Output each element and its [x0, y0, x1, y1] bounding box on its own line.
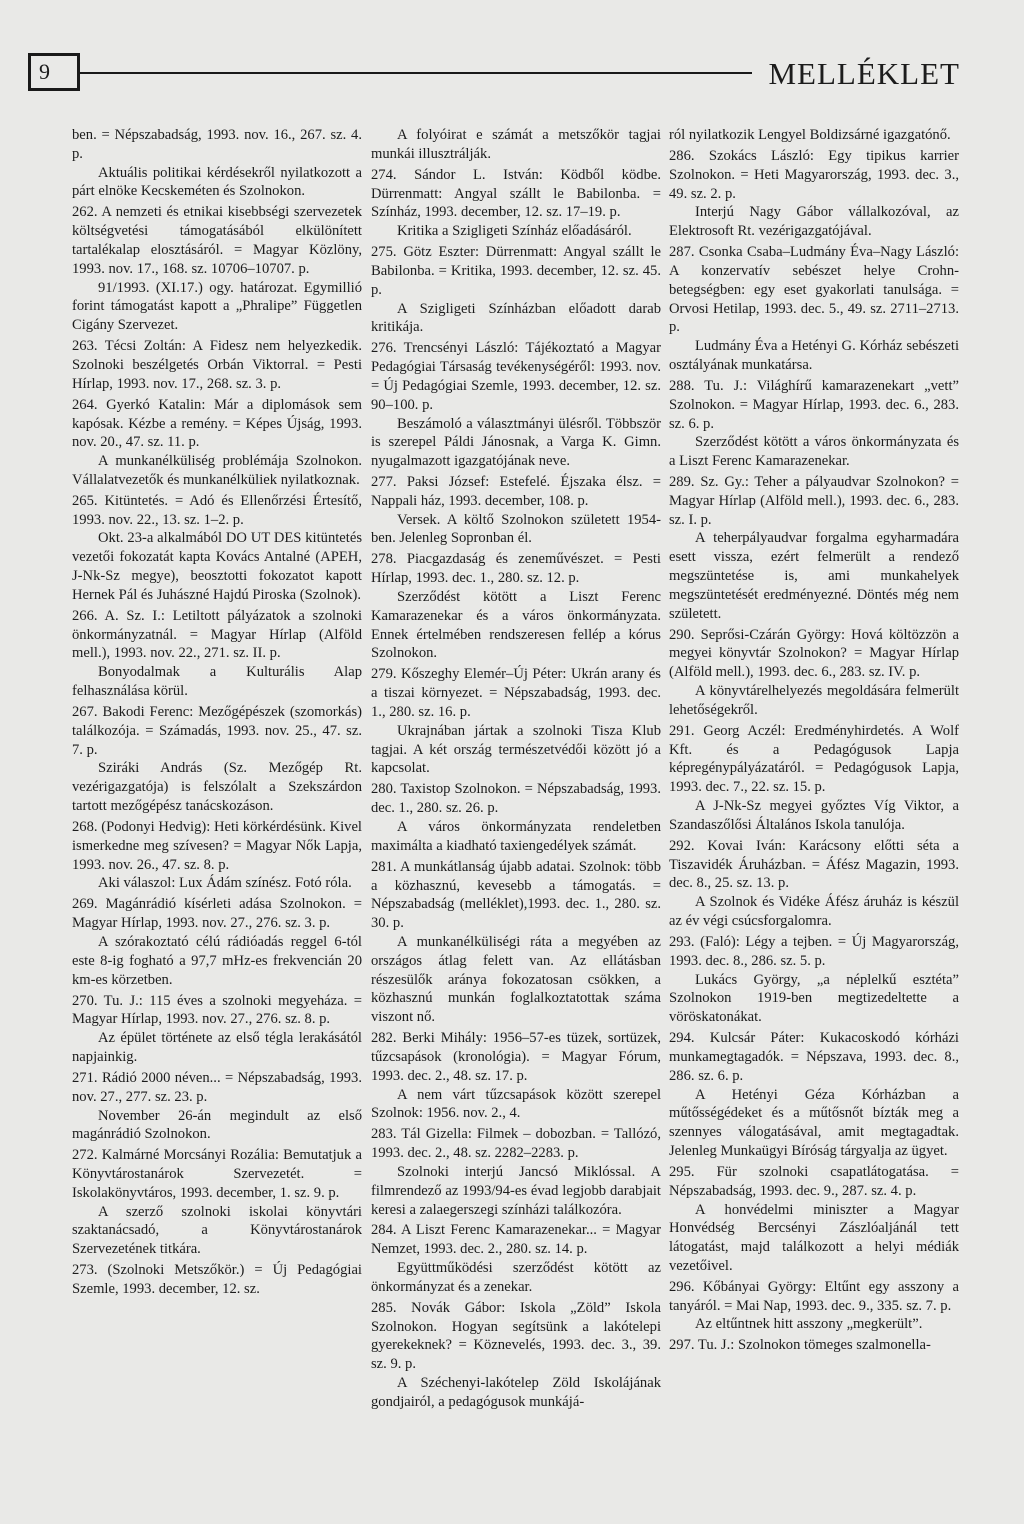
entry-annotation: A Szigligeti Színházban előadott darab kritikája.: [371, 300, 661, 336]
entry-annotation: Ludmány Éva a Hetényi G. Kórház sebészeti osztályának munkatársa.: [669, 338, 959, 373]
entry-annotation: A nem várt tűzcsapások között szerepel Szolnok: 1956. nov. 2., 4.: [371, 1086, 661, 1122]
entry-reference: 294. Kulcsár Páter: Kukacoskodó kórházi munkamegtagadók. = Népszava, 1993. dec. 8., 286. sz. 6. p.: [669, 1030, 959, 1084]
entry-annotation: A teherpályaudvar forgalma egyharmadára esett vissza, ezért felmerült a rendező megszüntetése is, ami munkahelyek megszüntetését eredményezné. Döntés még nem született.: [669, 530, 959, 622]
entry-reference: 296. Kőbányai György: Eltűnt egy asszony a tanyáról. = Mai Nap, 1993. dec. 9., 335. sz. 7. p.: [669, 1278, 959, 1314]
bibliography-entry: [669, 626, 959, 720]
bibliography-entry: [72, 703, 362, 816]
entry-annotation: A J-Nk-Sz megyei győztes Víg Viktor, a Szandaszőlősi Általános Iskola tanulója.: [669, 798, 959, 833]
entry-reference: 263. Técsi Zoltán: A Fidesz nem helyezkedik. Szolnoki beszélgetés Orbán Viktorral. = Pesti Hírlap, 1993. nov. 17., 268. sz. 3. p.: [72, 338, 362, 392]
entry-reference: 264. Gyerkó Katalin: Már a diplomások sem kapósak. Kézbe a remény. = Képes Újság, 1993. nov. 20., 47. sz. 11. p.: [72, 396, 362, 451]
entry-annotation: Szolnoki interjú Jancsó Miklóssal. A filmrendező az 1993/94-es évad legjobb darabjait keresi a zalaegerszegi színházi találkozóra.: [371, 1163, 661, 1218]
entry-annotation: Okt. 23-a alkalmából DO UT DES kitüntetés vezetői fokozatát kapta Kovács Antalné (APEH, J-Nk-Sz megye), beosztotti fokozatot kapott Hernek Pál és Juhászné Hajdú Piroska (Szolnok).: [72, 530, 362, 603]
bibliography-entry: [669, 126, 959, 145]
bibliography-entry: [669, 933, 959, 1027]
entry-annotation: Az eltűntnek hitt asszony „megkerült”.: [695, 1316, 923, 1333]
bibliography-entry: [371, 858, 661, 1027]
entry-reference: 285. Novák Gábor: Iskola „Zöld” Iskola Szolnokon. Hogyan segítsünk a lakótelepi gyerekeknek? = Köznevelés, 1993. dec. 3., 39. sz. 9. p.: [371, 1299, 661, 1373]
entry-reference: 281. A munkátlanság újabb adatai. Szolnok: több a közhasznú, kevesebb a támogatás. = Népszabadság (melléklet),1993. dec. 1., 280. sz. 30. p.: [371, 858, 661, 932]
entry-annotation: A folyóirat e számát a metszőkör tagjai munkái illusztrálják.: [371, 127, 661, 162]
bibliography-entry: [371, 1299, 661, 1412]
entry-reference: 292. Kovai Iván: Karácsony előtti séta a Tiszavidék Áruházban. = Áfész Magazin, 1993. dec. 8., 25. sz. 13. p.: [669, 837, 959, 892]
entry-annotation: 91/1993. (XI.17.) ogy. határozat. Egymillió forint támogatást kapott a „Phralipe” Független Cigány Szervezet.: [72, 279, 362, 334]
entry-reference: 283. Tál Gizella: Filmek – dobozban. = Tallózó, 1993. dec. 2., 48. sz. 2282–2283. p.: [371, 1126, 661, 1162]
entry-reference: 282. Berki Mihály: 1956–57-es tüzek, sortüzek, tűzcsapások (kronológia). = Magyar Fórum, 1993. dec. 2., 48. sz. 17. p.: [371, 1030, 661, 1084]
bibliography-entry: [371, 339, 661, 471]
entry-reference: 271. Rádió 2000 néven... = Népszabadság, 1993. nov. 27., 277. sz. 23. p.: [72, 1069, 362, 1105]
entry-reference: 276. Trencsényi László: Tájékoztató a Magyar Pedagógiai Társaság tevékenységéről: 1993. nov. = Új Pedagógiai Szemle, 1993. december, 12. sz. 90–100. p.: [371, 340, 661, 413]
entry-reference: 262. A nemzeti és etnikai kisebbségi szervezetek költségvetési támogatásából elkülönített tartalékalap elosztásáról. = Magyar Közlöny, 1993. nov. 17., 168. sz. 10706–10707. p.: [72, 204, 362, 277]
bibliography-entry: [371, 780, 661, 855]
entry-annotation: A szórakoztató célú rádióadás reggel 6-tól este 8-ig fogható a 97,7 mHz-es frekvencián 20 km-es körzetben.: [72, 933, 362, 988]
bibliography-entry: [72, 337, 362, 393]
header-rule: [80, 72, 752, 74]
entry-annotation: A honvédelmi miniszter a Magyar Honvédség Bercsényi Zászlóaljánál tett látogatást, majd találkozott a helyi médiák vezetőivel.: [669, 1201, 959, 1274]
bibliography-entry: [371, 665, 661, 778]
entry-annotation: A Szolnok és Vidéke Áfész áruház is készül az év végi csúcsforgalomra.: [669, 894, 959, 929]
entry-reference: 287. Csonka Csaba–Ludmány Éva–Nagy László: A konzervatív sebészet helye Crohn-betegségben: egy eset gyakorlati tanulsága. = Orvosi Hetilap, 1993. dec. 5., 49. sz. 2711–2713. p.: [669, 244, 959, 336]
bibliography-entry: [371, 1221, 661, 1296]
entry-reference: 265. Kitüntetés. = Adó és Ellenőrzési Értesítő, 1993. nov. 22., 13. sz. 1–2. p.: [72, 492, 362, 528]
bibliography-entry: [371, 126, 661, 164]
entry-annotation: A munkanélküliség problémája Szolnokon. Vállalatvezetők és munkanélküliek nyilatkoznak.: [72, 453, 362, 488]
entry-reference: 275. Götz Eszter: Dürrenmatt: Angyal szállt le Babilonba. = Kritika, 1993. december, 12. sz. 45. p.: [371, 244, 661, 298]
entry-annotation: Az épület története az első tégla lerakásától napjainkig.: [72, 1030, 362, 1065]
entry-annotation: Lukács György, „a néplelkű esztéta” Szolnokon 1919-ben megtizedeltette a vöröskatonákat.: [669, 971, 959, 1026]
entry-reference: ról nyilatkozik Lengyel Boldizsárné igazgatónő.: [669, 127, 951, 143]
entry-annotation: A munkanélküliségi ráta a megyében az országos átlag felett van. Az ellátásban részesülők aránya fokozatosan csökken, a közhasznú munkán foglalkoztatottak száma viszont nő.: [371, 933, 661, 1026]
entry-annotation: Ukrajnában jártak a szolnoki Tisza Klub tagjai. A két ország természetvédői között jó a kapcsolat.: [371, 722, 661, 777]
bibliography-entry: [371, 473, 661, 548]
bibliography-entry: [72, 1261, 362, 1299]
entry-reference: 270. Tu. J.: 115 éves a szolnoki megyeháza. = Magyar Hírlap, 1993. nov. 27., 276. sz. 8. p.: [72, 992, 362, 1028]
entry-annotation: A város önkormányzata rendeletben maximálta a kiadható taxiengedélyek számát.: [371, 819, 661, 854]
bibliography-entry: [72, 607, 362, 701]
entry-reference: 290. Seprősi-Czárán György: Hová költözzön a megyei könyvtár Szolnokon? = Magyar Hírlap (Alföld mell.), 1993. dec. 6., 283. sz. IV. p.: [669, 626, 959, 681]
bibliography-entry: [669, 243, 959, 375]
entry-annotation: Sziráki András (Sz. Mezőgép Rt. vezérigazgatója) is felszólalt a Szekszárdon tartott mezőgépész tanácskozáson.: [72, 760, 362, 815]
entry-annotation: Aktuális politikai kérdésekről nyilatkozott a párt elnöke Kecskeméten és Szolnokon.: [72, 164, 362, 200]
entry-annotation: A Hetényi Géza Kórházban a műtősségédeket és a műtősnőt bízták meg a szennyes válogatásával, amit megtagadtak. Jelenleg Munkaügyi Bíróság tárgyalja az ügyet.: [669, 1086, 959, 1159]
bibliography-entry: [72, 126, 362, 201]
entry-annotation: Interjú Nagy Gábor vállalkozóval, az Elektrosoft Rt. vezérigazgatójával.: [669, 204, 959, 240]
bibliography-entry: [72, 992, 362, 1067]
entry-reference: 297. Tu. J.: Szolnokon tömeges szalmonella-: [669, 1337, 931, 1354]
entry-reference: 277. Paksi József: Estefelé. Éjszaka élsz. = Nappali ház, 1993. december, 108. p.: [371, 474, 661, 509]
entry-annotation: Együttműködési szerződést kötött az önkormányzat és a zenekar.: [371, 1260, 661, 1295]
entry-annotation: Szerződést kötött a Liszt Ferenc Kamarazenekar és a város önkormányzata. Ennek értelmében rendszeresen fellép a kórus Szolnokon.: [371, 589, 661, 662]
bibliography-entry: [669, 147, 959, 241]
entry-reference: 268. (Podonyi Hedvig): Heti körkérdésünk. Kivel ismerkedne meg szívesen? = Magyar Nők Lapja, 1993. nov. 26., 47. sz. 8. p.: [72, 819, 362, 873]
entry-reference: 272. Kalmárné Morcsányi Rozália: Bemutatjuk a Könyvtárostanárok Szervezetét. = Iskolakönyvtáros, 1993. december, 1. sz. 9. p.: [72, 1147, 362, 1201]
page-number: 9: [28, 53, 80, 91]
entry-reference: 279. Kőszeghy Elemér–Új Péter: Ukrán arany és a tiszai környezet. = Népszabadság, 1993. dec. 1., 280. sz. 16. p.: [371, 666, 661, 721]
bibliography-entry: [72, 203, 362, 335]
entry-reference: 280. Taxistop Szolnokon. = Népszabadság, 1993. dec. 1., 280. sz. 26. p.: [371, 781, 661, 817]
entry-reference: 284. A Liszt Ferenc Kamarazenekar... = Magyar Nemzet, 1993. dec. 2., 280. sz. 14. p.: [371, 1222, 661, 1258]
bibliography-entry: [72, 895, 362, 989]
entry-annotation: Aki válaszol: Lux Ádám színész. Fotó róla.: [98, 875, 352, 892]
bibliography-entry: [669, 377, 959, 471]
entry-annotation: A Széchenyi-lakótelep Zöld Iskolájának gondjairól, a pedagógusok munkájá-: [371, 1375, 661, 1410]
entry-annotation: A könyvtárelhelyezés megoldására felmerült lehetőségekről.: [669, 683, 959, 718]
entry-reference: 274. Sándor L. István: Ködből ködbe. Dürrenmatt: Angyal szállt le Babilonba. = Színház, 1993. december, 12. sz. 17–19. p.: [371, 166, 661, 221]
entry-reference: 291. Georg Aczél: Eredményhirdetés. A Wolf Kft. és a Pedagógusok Lapja képregénypályázatáról. = Pedagógusok Lapja, 1993. dec. 7., 22. sz. 15. p.: [669, 722, 959, 796]
bibliography-entry: [669, 722, 959, 835]
entry-annotation: Beszámoló a választmányi ülésről. Többször is szerepel Páldi Jánosnak, a Varga K. Gimn. nyugalmazott igazgatójának neve.: [371, 415, 661, 470]
bibliography-entry: [669, 1336, 959, 1355]
entry-reference: ben. = Népszabadság, 1993. nov. 16., 267. sz. 4. p.: [72, 127, 362, 162]
column-3: [669, 126, 959, 1357]
entry-annotation: November 26-án megindult az első magánrádió Szolnokon.: [72, 1107, 362, 1143]
bibliography-entry: [72, 818, 362, 893]
entry-reference: 295. Für szolnoki csapatlátogatása. = Népszabadság, 1993. dec. 9., 287. sz. 4. p.: [669, 1163, 959, 1199]
bibliography-entry: [371, 166, 661, 241]
bibliography-entry: [371, 1029, 661, 1123]
bibliography-entry: [371, 243, 661, 337]
bibliography-entry: [669, 1029, 959, 1161]
entry-annotation: Bonyodalmak a Kulturális Alap felhasználása körül.: [72, 664, 362, 700]
bibliography-entry: [669, 837, 959, 931]
bibliography-entry: [72, 1146, 362, 1259]
bibliography-entry: [371, 550, 661, 663]
entry-reference: 269. Magánrádió kísérleti adása Szolnokon. = Magyar Hírlap, 1993. nov. 27., 276. sz. 3. p.: [72, 896, 362, 932]
entry-reference: 278. Piacgazdaság és zeneművészet. = Pesti Hírlap, 1993. dec. 1., 280. sz. 12. p.: [371, 551, 661, 587]
bibliography-entry: [669, 1278, 959, 1334]
page-title: MELLÉKLET: [768, 56, 960, 91]
entry-reference: 286. Szokács László: Egy tipikus karrier Szolnokon. = Heti Magyarország, 1993. dec. 3., 49. sz. 2. p.: [669, 147, 959, 202]
bibliography-entry: [669, 1163, 959, 1276]
entry-reference: 289. Sz. Gy.: Teher a pályaudvar Szolnokon? = Magyar Hírlap (Alföld mell.), 1993. dec. 6., 283. sz. I. p.: [669, 474, 959, 528]
bibliography-entry: [72, 1069, 362, 1144]
entry-reference: 266. A. Sz. I.: Letiltott pályázatok a szolnoki önkormányzatnál. = Magyar Hírlap (Alföld mell.), 1993. nov. 22., 271. sz. II. p.: [72, 607, 362, 662]
entry-reference: 273. (Szolnoki Metszőkör.) = Új Pedagógiai Szemle, 1993. december, 12. sz.: [72, 1262, 362, 1298]
entry-annotation: Kritika a Szigligeti Színház előadásáról.: [397, 223, 632, 240]
entry-annotation: A szerző szolnoki iskolai könyvtári szaktanácsadó, a Könyvtárostanárok Szervezetének titkára.: [72, 1203, 362, 1258]
bibliography-entry: [72, 396, 362, 490]
entry-reference: 288. Tu. J.: Világhírű kamarazenekart „vett” Szolnokon. = Magyar Hírlap, 1993. dec. 6., 283. sz. 6. p.: [669, 377, 959, 432]
entry-reference: 267. Bakodi Ferenc: Mezőgépészek (szomorkás) találkozója. = Számadás, 1993. nov. 25., 47. sz. 7. p.: [72, 704, 362, 758]
bibliography-entry: [371, 1125, 661, 1219]
bibliography-entry: [669, 473, 959, 623]
bibliography-entry: [72, 492, 362, 605]
entry-reference: 293. (Faló): Légy a tejben. = Új Magyarország, 1993. dec. 8., 286. sz. 5. p.: [669, 933, 959, 969]
column-2: [371, 126, 661, 1414]
entry-annotation: Versek. A költő Szolnokon született 1954-ben. Jelenleg Sopronban él.: [371, 511, 661, 547]
entry-annotation: Szerződést kötött a város önkormányzata és a Liszt Ferenc Kamarazenekar.: [669, 434, 959, 470]
column-1: [72, 126, 362, 1301]
